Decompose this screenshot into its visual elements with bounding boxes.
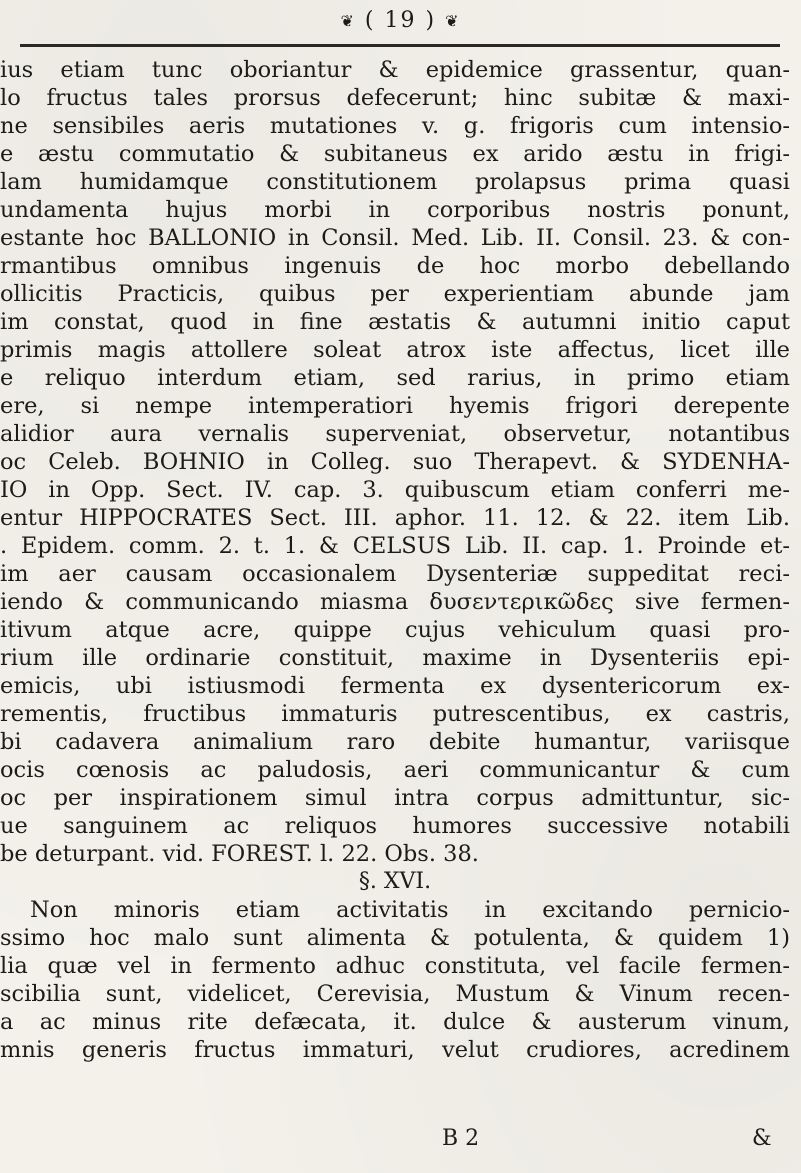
text-line: oc Celeb. BOHNIO in Colleg. suo Therapevt. & SYDENHA- [0,449,790,475]
section-heading: §. XVI. [358,869,432,894]
page-text [0,56,790,1064]
text-line: iendo & communicando miasma δυσεντερικῶδες sive fermen- [0,589,790,615]
text-line: lam humidamque constitutionem prolapsus prima quasi [0,169,790,195]
text-line: a ac minus rite defæcata, it. dulce & austerum vinum, [0,1009,790,1035]
text-line: im aer causam occasionalem Dysenteriæ suppeditat reci- [0,561,790,587]
text-line: ue sanguinem ac reliquos humores successive notabili [0,813,790,839]
text-line: entur HIPPOCRATES Sect. III. aphor. 11. 12. & 22. item Lib. [0,505,790,531]
text-line: ius etiam tunc oboriantur & epidemice grassentur, quan- [0,57,790,83]
text-line: scibilia sunt, videlicet, Cerevisia, Mustum & Vinum recen- [0,981,790,1007]
text-line: e reliquo interdum etiam, sed rarius, in primo etiam [0,365,790,391]
text-line: e æstu commutatio & subitaneus ex arido æstu in frigi- [0,141,790,167]
catchword: & [752,1126,772,1151]
text-line: Non minoris etiam activitatis in excitando pernicio- [30,897,790,923]
page-number: ( 19 ) [364,8,437,33]
text-line: bi cadavera animalium raro debite humantur, variisque [0,729,790,755]
signature-mark: B 2 [442,1126,480,1151]
text-line: ocis cœnosis ac paludosis, aeri communicantur & cum [0,757,790,783]
text-line: be deturpant. vid. FOREST. l. 22. Obs. 38. [0,841,479,867]
text-line: emicis, ubi istiusmodi fermenta ex dysentericorum ex- [0,673,790,699]
right-ornament-icon: ❦ [445,11,461,31]
text-line: primis magis attollere soleat atrox iste affectus, licet ille [0,337,790,363]
left-ornament-icon: ❦ [340,11,356,31]
text-line: ssimo hoc malo sunt alimenta & potulenta, & quidem 1) [0,925,790,951]
text-line: rium ille ordinarie constituit, maxime in Dysenteriis epi- [0,645,790,671]
text-line: . Epidem. comm. 2. t. 1. & CELSUS Lib. II. cap. 1. Proinde et- [0,533,790,559]
text-line: itivum atque acre, quippe cujus vehiculum quasi pro- [0,617,790,643]
text-line: ollicitis Practicis, quibus per experientiam abunde jam [0,281,790,307]
page-footer [0,1126,790,1154]
text-line: mnis generis fructus immaturi, velut crudiores, acredinem [0,1037,790,1063]
text-line: undamenta hujus morbi in corporibus nostris ponunt, [0,197,790,223]
text-line: ere, si nempe intemperatiori hyemis frigori derepente [0,393,790,419]
text-line: alidior aura vernalis superveniat, observetur, notantibus [0,421,790,447]
text-line: lo fructus tales prorsus defecerunt; hinc subitæ & maxi- [0,85,790,111]
header-rule [20,44,780,47]
text-line: ne sensibiles aeris mutationes v. g. frigoris cum intensio- [0,113,790,139]
text-line: rmantibus omnibus ingenuis de hoc morbo debellando [0,253,790,279]
text-line: rementis, fructibus immaturis putrescentibus, ex castris, [0,701,790,727]
text-line: IO in Opp. Sect. IV. cap. 3. quibuscum etiam conferri me- [0,477,790,503]
text-line: im constat, quod in fine æstatis & autumni initio caput [0,309,790,335]
text-line: estante hoc BALLONIO in Consil. Med. Lib. II. Consil. 23. & con- [0,225,790,251]
text-line: oc per inspirationem simul intra corpus admittuntur, sic- [0,785,790,811]
text-line: lia quæ vel in fermento adhuc constituta, vel facile fermen- [0,953,790,979]
page-header [0,8,801,33]
